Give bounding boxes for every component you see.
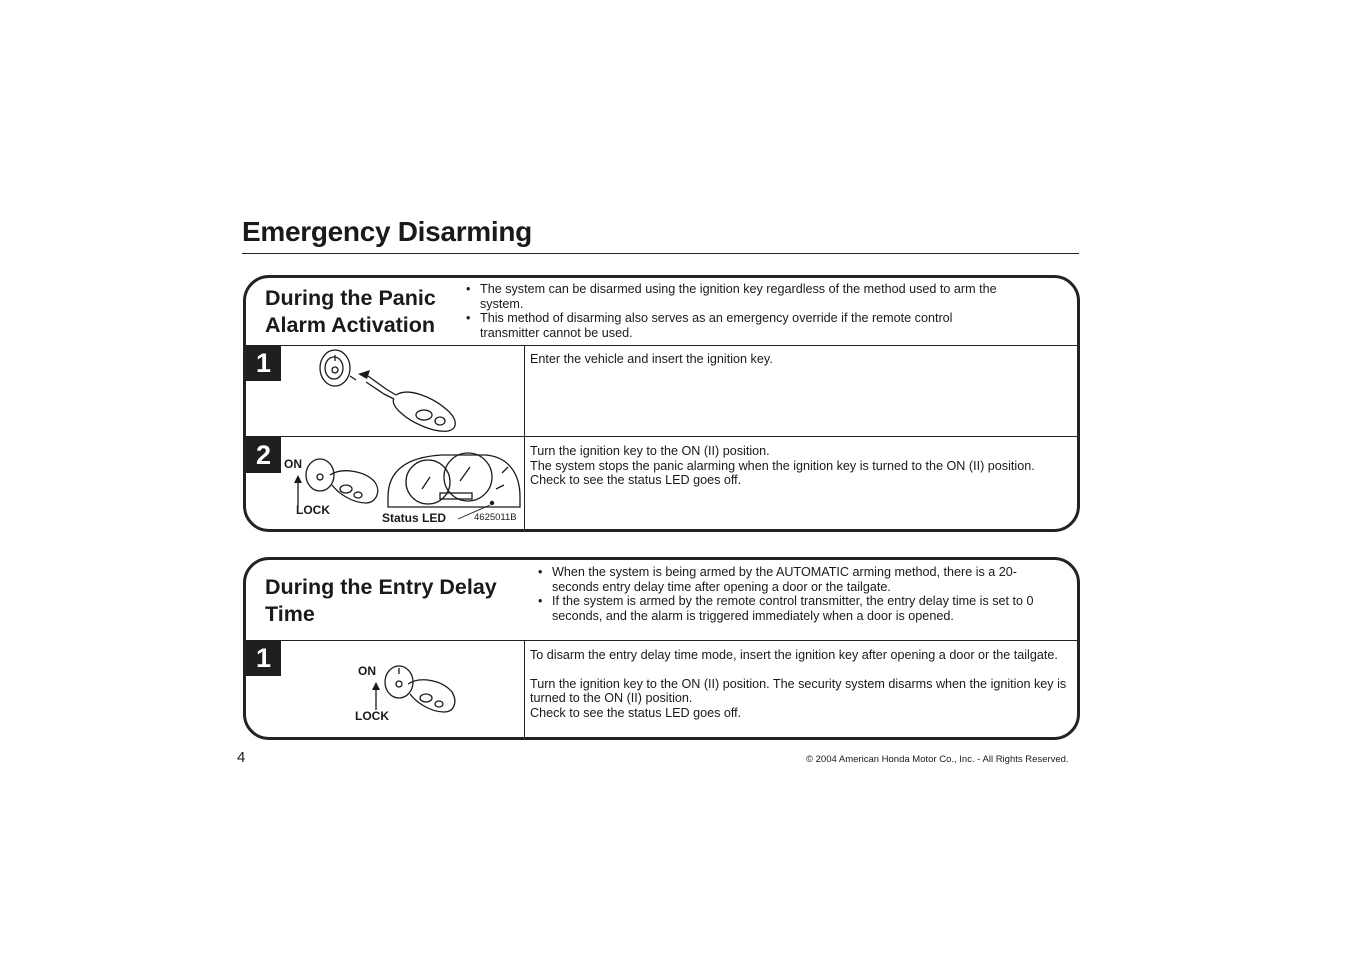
step-figure	[246, 437, 525, 529]
entry-delay-panel	[243, 557, 1080, 740]
note-item: • This method of disarming also serves as an emergency override if the remote control transmitter cannot be used.	[466, 311, 1006, 340]
step-figure	[246, 345, 525, 436]
panic-alarm-panel	[243, 275, 1080, 532]
note-item: • When the system is being armed by the AUTOMATIC arming method, there is a 20-seconds entry delay time after opening a door or the tailgate.	[538, 565, 1058, 594]
step-text-line: Turn the ignition key to the ON (II) position. The security system disarms when the ignition key is turned to the ON (II) position.	[530, 676, 1067, 705]
notes-list	[466, 282, 1006, 340]
note-item: • The system can be disarmed using the ignition key regardless of the method used to arm the system.	[466, 282, 1006, 311]
step-text	[530, 352, 1076, 367]
step-text-line: Check to see the status LED goes off.	[530, 473, 742, 487]
copyright-notice: © 2004 American Honda Motor Co., Inc. - All Rights Reserved.	[806, 754, 1069, 765]
step-number: 1	[246, 640, 281, 676]
panel-header	[246, 278, 1077, 346]
key-insert-illustration	[246, 345, 524, 436]
page-title: Emergency Disarming	[242, 216, 532, 247]
step-text-line: To disarm the entry delay time mode, insert the ignition key after opening a door or the tailgate.	[530, 648, 1058, 662]
step-row	[246, 345, 1077, 437]
step-text-line: Enter the vehicle and insert the ignition key.	[530, 352, 773, 366]
panel-header	[246, 560, 1077, 641]
notes-list	[538, 565, 1058, 623]
step-row	[246, 640, 1077, 737]
note-item: • If the system is armed by the remote control transmitter, the entry delay time is set to 0 seconds, and the alarm is triggered immediately when a door is opened.	[538, 594, 1058, 623]
step-text	[530, 444, 1076, 488]
step-text-line: The system stops the panic alarming when the ignition key is turned to the ON (II) position.	[530, 458, 1035, 473]
step-figure	[246, 640, 525, 737]
step-text-line: Turn the ignition key to the ON (II) position.	[530, 444, 770, 458]
step-row	[246, 437, 1077, 529]
section-title: During the Panic Alarm Activation	[265, 286, 436, 337]
step-text-line: Check to see the status LED goes off.	[530, 705, 742, 720]
lock-label: LOCK	[296, 503, 330, 517]
title-divider	[242, 253, 1079, 254]
on-label: ON	[284, 457, 302, 471]
on-label: ON	[358, 664, 376, 678]
lock-label: LOCK	[355, 709, 389, 723]
step-number: 1	[246, 345, 281, 381]
step-text	[530, 648, 1076, 720]
page-number: 4	[237, 749, 246, 766]
figure-code: 4625011B	[474, 512, 517, 523]
section-title: During the Entry Delay Time	[265, 575, 497, 626]
step-number: 2	[246, 437, 281, 473]
status-led-label: Status LED	[382, 511, 447, 525]
